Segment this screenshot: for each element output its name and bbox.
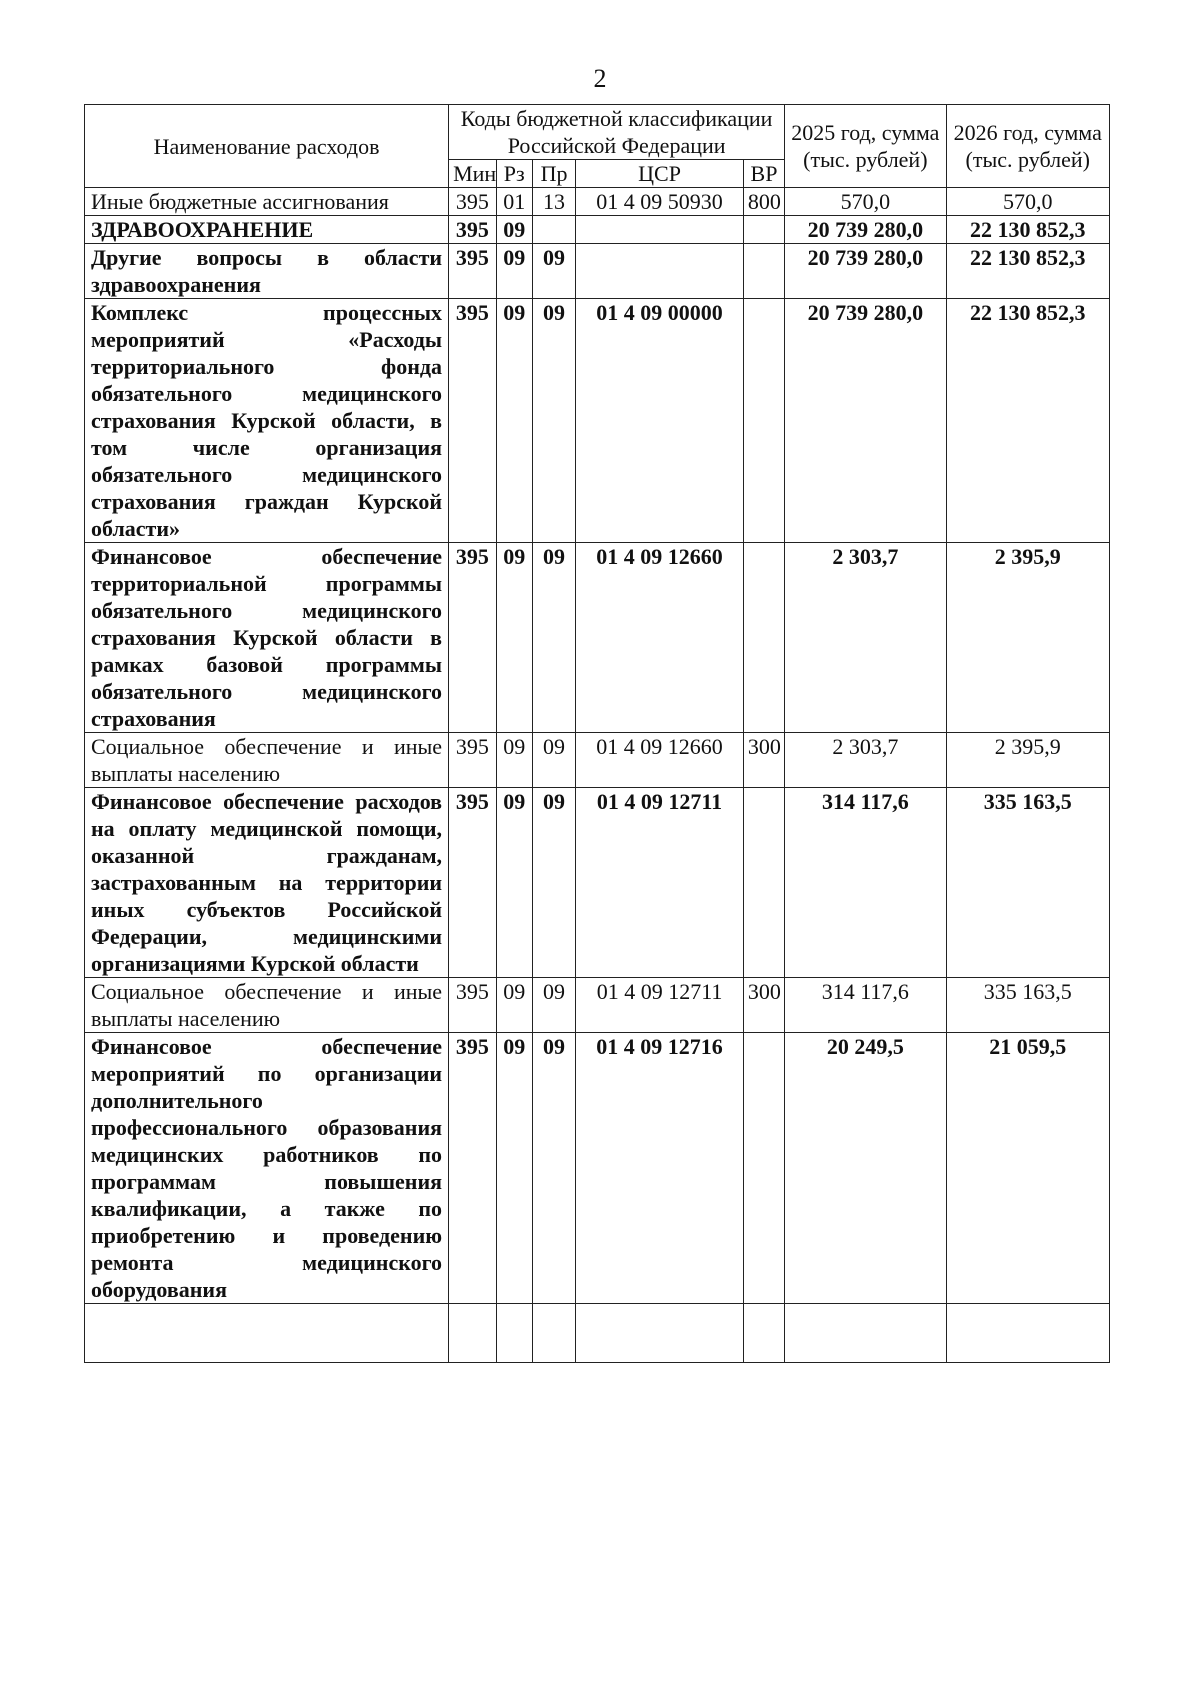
row-pr: 13 bbox=[532, 188, 575, 216]
row-2025: 570,0 bbox=[785, 188, 946, 216]
table-row bbox=[85, 216, 1110, 244]
row-name: Социальное обеспечение и иные выплаты населению bbox=[85, 978, 449, 1033]
row-pr: 09 bbox=[532, 244, 575, 299]
table-row-empty bbox=[85, 1304, 1110, 1363]
row-2026: 570,0 bbox=[946, 188, 1109, 216]
row-pr: 09 bbox=[532, 788, 575, 978]
row-csr: 01 4 09 50930 bbox=[576, 188, 744, 216]
row-vr: 300 bbox=[743, 978, 784, 1033]
budget-table bbox=[84, 104, 1110, 1363]
header-min: Мин bbox=[449, 160, 497, 188]
row-vr bbox=[743, 299, 784, 543]
header-vr: ВР bbox=[743, 160, 784, 188]
header-name: Наименование расходов bbox=[85, 105, 449, 188]
header-codes-group: Коды бюджетной классификации Российской Федерации bbox=[449, 105, 785, 160]
row-2025: 20 739 280,0 bbox=[785, 216, 946, 244]
row-csr: 01 4 09 12711 bbox=[576, 788, 744, 978]
empty-cell bbox=[576, 1304, 744, 1363]
row-vr: 300 bbox=[743, 733, 784, 788]
row-name: Финансовое обеспечение мероприятий по организации дополнительного профессионального образования медицинских работников по программам повышения квалификации, а также по приобретению и проведению ремонта медицинского оборудования bbox=[85, 1033, 449, 1304]
page-number: 2 bbox=[593, 64, 607, 93]
row-2026: 22 130 852,3 bbox=[946, 244, 1109, 299]
row-min: 395 bbox=[449, 978, 497, 1033]
header-pr: Пр bbox=[532, 160, 575, 188]
row-rz: 09 bbox=[496, 216, 532, 244]
row-2025: 20 249,5 bbox=[785, 1033, 946, 1304]
row-min: 395 bbox=[449, 1033, 497, 1304]
table-row bbox=[85, 978, 1110, 1033]
row-2025: 20 739 280,0 bbox=[785, 299, 946, 543]
row-name: Другие вопросы в области здравоохранения bbox=[85, 244, 449, 299]
row-name: Социальное обеспечение и иные выплаты населению bbox=[85, 733, 449, 788]
row-csr: 01 4 09 12711 bbox=[576, 978, 744, 1033]
empty-cell bbox=[743, 1304, 784, 1363]
empty-cell bbox=[946, 1304, 1109, 1363]
table-row bbox=[85, 188, 1110, 216]
row-name: Иные бюджетные ассигнования bbox=[85, 188, 449, 216]
table-row bbox=[85, 299, 1110, 543]
row-2026: 22 130 852,3 bbox=[946, 216, 1109, 244]
row-csr: 01 4 09 00000 bbox=[576, 299, 744, 543]
row-min: 395 bbox=[449, 299, 497, 543]
row-name: ЗДРАВООХРАНЕНИЕ bbox=[85, 216, 449, 244]
table-row bbox=[85, 1033, 1110, 1304]
row-csr: 01 4 09 12660 bbox=[576, 543, 744, 733]
empty-cell bbox=[496, 1304, 532, 1363]
row-vr: 800 bbox=[743, 188, 784, 216]
row-2025: 20 739 280,0 bbox=[785, 244, 946, 299]
row-min: 395 bbox=[449, 188, 497, 216]
table-row bbox=[85, 543, 1110, 733]
row-pr: 09 bbox=[532, 299, 575, 543]
row-2025: 314 117,6 bbox=[785, 978, 946, 1033]
row-min: 395 bbox=[449, 216, 497, 244]
header-2026: 2026 год, сумма (тыс. рублей) bbox=[946, 105, 1109, 188]
row-name: Финансовое обеспечение территориальной программы обязательного медицинского страхования Курской области в рамках базовой программы обязательного медицинского страхования bbox=[85, 543, 449, 733]
row-name: Комплекс процессных мероприятий «Расходы территориального фонда обязательного медицинского страхования Курской области, в том числе организация обязательного медицинского страхования граждан Курской области» bbox=[85, 299, 449, 543]
row-2025: 314 117,6 bbox=[785, 788, 946, 978]
row-pr: 09 bbox=[532, 733, 575, 788]
row-vr bbox=[743, 543, 784, 733]
row-rz: 09 bbox=[496, 978, 532, 1033]
header-2025: 2025 год, сумма (тыс. рублей) bbox=[785, 105, 946, 188]
empty-cell bbox=[449, 1304, 497, 1363]
table-row bbox=[85, 788, 1110, 978]
row-2026: 2 395,9 bbox=[946, 543, 1109, 733]
row-2025: 2 303,7 bbox=[785, 733, 946, 788]
row-pr: 09 bbox=[532, 978, 575, 1033]
header-csr: ЦСР bbox=[576, 160, 744, 188]
row-rz: 09 bbox=[496, 1033, 532, 1304]
row-2026: 335 163,5 bbox=[946, 978, 1109, 1033]
row-2026: 2 395,9 bbox=[946, 733, 1109, 788]
row-vr bbox=[743, 1033, 784, 1304]
table-row bbox=[85, 244, 1110, 299]
row-min: 395 bbox=[449, 543, 497, 733]
header-rz: Рз bbox=[496, 160, 532, 188]
row-2026: 21 059,5 bbox=[946, 1033, 1109, 1304]
row-rz: 09 bbox=[496, 244, 532, 299]
row-rz: 01 bbox=[496, 188, 532, 216]
row-csr bbox=[576, 216, 744, 244]
row-rz: 09 bbox=[496, 543, 532, 733]
row-csr bbox=[576, 244, 744, 299]
row-min: 395 bbox=[449, 244, 497, 299]
row-pr: 09 bbox=[532, 1033, 575, 1304]
row-csr: 01 4 09 12716 bbox=[576, 1033, 744, 1304]
row-min: 395 bbox=[449, 733, 497, 788]
row-vr bbox=[743, 244, 784, 299]
row-2025: 2 303,7 bbox=[785, 543, 946, 733]
empty-cell bbox=[785, 1304, 946, 1363]
row-vr bbox=[743, 216, 784, 244]
row-2026: 335 163,5 bbox=[946, 788, 1109, 978]
row-rz: 09 bbox=[496, 733, 532, 788]
row-csr: 01 4 09 12660 bbox=[576, 733, 744, 788]
row-rz: 09 bbox=[496, 299, 532, 543]
row-pr bbox=[532, 216, 575, 244]
row-pr: 09 bbox=[532, 543, 575, 733]
row-name: Финансовое обеспечение расходов на оплату медицинской помощи, оказанной гражданам, застрахованным на территории иных субъектов Российской Федерации, медицинскими организациями Курской области bbox=[85, 788, 449, 978]
row-2026: 22 130 852,3 bbox=[946, 299, 1109, 543]
row-rz: 09 bbox=[496, 788, 532, 978]
row-vr bbox=[743, 788, 784, 978]
table-row bbox=[85, 733, 1110, 788]
empty-cell bbox=[85, 1304, 449, 1363]
empty-cell bbox=[532, 1304, 575, 1363]
row-min: 395 bbox=[449, 788, 497, 978]
